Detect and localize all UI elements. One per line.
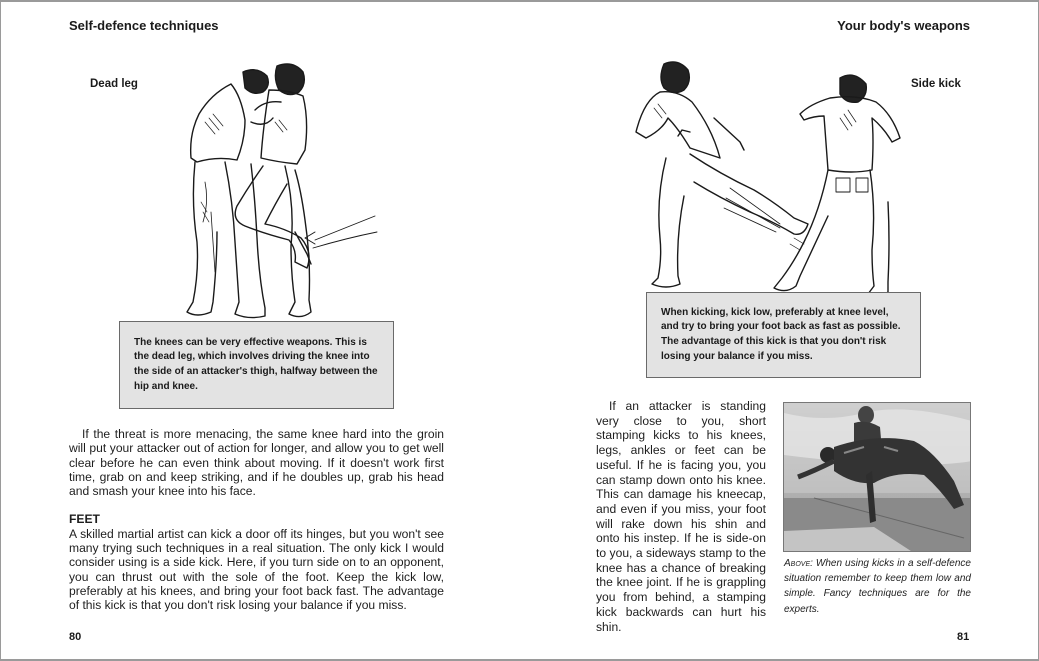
running-head-left: Self-defence techniques xyxy=(69,18,219,33)
figure-label-side-kick: Side kick xyxy=(911,78,961,90)
photo-caption xyxy=(784,556,971,617)
figure-label-dead-leg: Dead leg xyxy=(90,78,138,90)
running-head-right: Your body's weapons xyxy=(837,18,970,33)
left-paragraph-1: If the threat is more menacing, the same knee hard into the groin will put your attacker out of action for longer, and allow you to get well clear before he can even think about moving. If it doesn't work first time, grab on and keep striking, and if he doubles up, grab his head and smash your knee into his face. xyxy=(69,427,444,499)
page-number-right: 81 xyxy=(957,631,970,643)
section-heading-feet: FEET xyxy=(69,512,100,527)
right-paragraph-1: If an attacker is standing very close to you, short stamping kicks to his knees, legs, ankles or feet can be useful. If he is facing you, you can stamp down onto his knee. This can damage his kneecap, and even if you miss, your foot will rake down his shin and onto his instep. If he is side-on to you, a sideways stamp to the knee has a chance of breaking the knee joint. If he is grappling you from behind, a stamping kick backwards can hurt his shin. xyxy=(596,399,766,634)
callout-text-dead-leg: The knees can be very effective weapons. This is the dead leg, which involves driving the knee into the side of an attacker's thigh, halfway between the hip and knee. xyxy=(134,336,378,392)
soldiers-training-photo xyxy=(783,402,971,552)
page-number-left: 80 xyxy=(69,631,82,643)
caption-lead: Above: xyxy=(784,558,813,569)
side-kick-illustration xyxy=(630,58,920,298)
callout-text-side-kick: When kicking, kick low, preferably at knee level, and try to bring your foot back as fast as possible. The advantage of this kick is that you don't risk losing your balance if you miss. xyxy=(661,306,901,362)
callout-box-side-kick xyxy=(646,292,921,378)
callout-box-dead-leg xyxy=(119,321,394,409)
dead-leg-illustration xyxy=(165,62,385,327)
photo-image xyxy=(784,403,971,552)
caption-text: When using kicks in a self-defence situation remember to keep them low and simple. Fancy techniques are for the experts. xyxy=(784,558,971,615)
right-body-text xyxy=(596,399,766,634)
left-paragraph-2: A skilled martial artist can kick a door off its hinges, but you won't see many trying such techniques in a real situation. The only kick I would consider using is a side kick. Here, if you turn side on to an opponent, you can thrust out with the sole of the foot. Keep the kick low, preferably at his knees, and bring your foot back fast. The advantage of this kick is that you don't risk losing your balance if you miss. xyxy=(69,526,444,613)
left-body-text xyxy=(69,427,444,613)
